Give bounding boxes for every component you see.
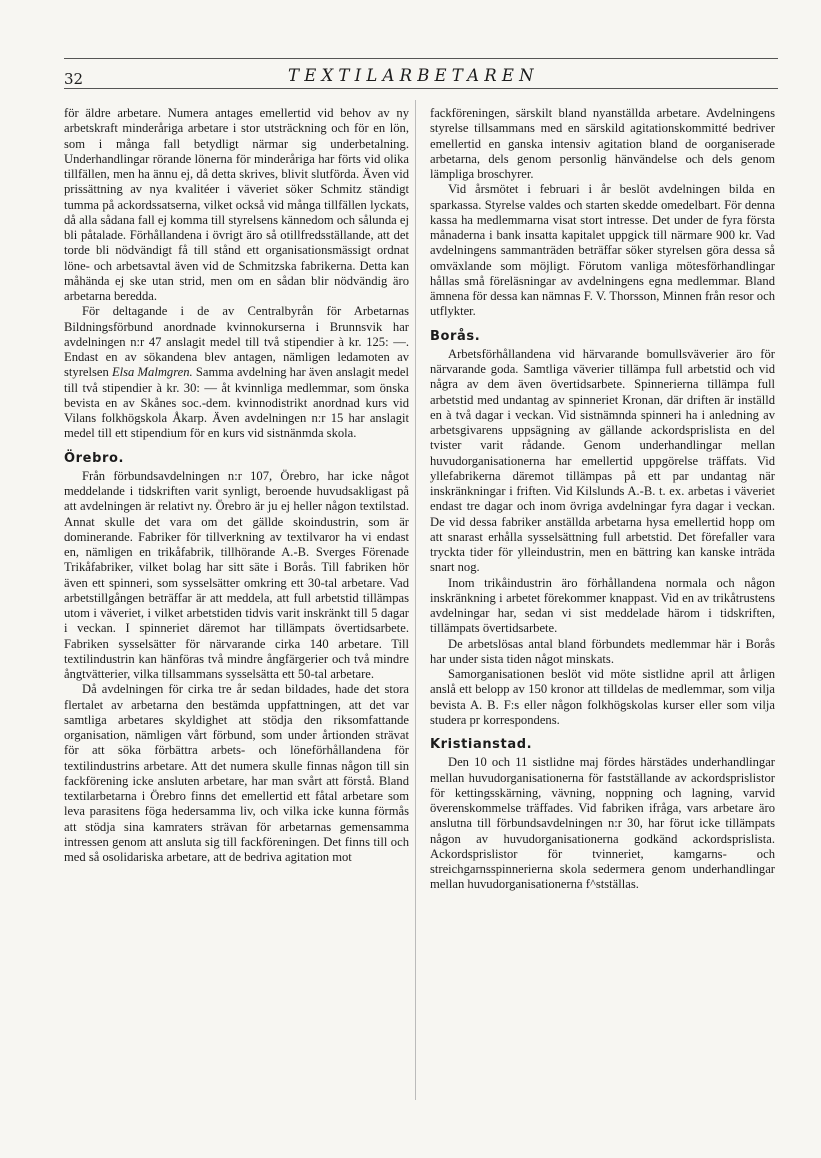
- header-bottom-rule: [64, 88, 778, 89]
- right-column: [430, 106, 775, 893]
- boras-paragraph: Arbetsförhållandena vid härvarande bomullsväverier äro för närvarande goda. Samtliga väverier tillämpa full arbetstid och vid några av dem även övertidsarbete. Spinnerierna tillämpa full arbetstid med undantag av spinneriet Kronan, där driften är inställd en à två dagar i veckan. Vid sistnämnda spinneri ha i anledning av arbetsgivarens uppsägning av gällande ackordsprislista en del tvister varit rådande. Genom underhandlingar mellan huvudorganisationerna har emellertid uppgörelse träffats. Vid yllefabrikerna däremot tillämpas på ett par undantag när inskränkningar i friften. Vid Kilslunds A.-B. t. ex. arbetas i väveriet endast tre dagar och inom övriga avdelningar fyra dagar i veckan. De vid dessa fabriker anställda arbetarna hysa emellertid hopp om att snarast erhålla sysselsättning full arbetstid. Det förefaller vara tryckta tider för ylleindustrin, men en bättring kan kanske inträda snart nog.: [430, 346, 775, 575]
- section-heading-orebro: Örebro.: [64, 450, 125, 466]
- boras-paragraph: Inom trikåindustrin äro förhållandena normala och någon inskränkning i arbetet förekommer knappast. Vid en av trikåtrustens avdelningar har, sedan vi sist meddelade härom i tidskriften, tillämpats övertidsarbete.: [430, 575, 775, 636]
- section-heading-kristianstad: Kristianstad.: [430, 737, 533, 752]
- person-name: Elsa Malmgren.: [111, 365, 193, 380]
- intro-paragraph: för äldre arbetare. Numera antages emellertid vid behov av ny arbetskraft minderåriga arbetare i stor utsträckning och för en lön, som i många fall betydligt närmar sig underbetalning. Underhandlingar rörande lönerna för minderåriga har förts vid olika tillfällen, men ha ännu ej, då detta skrives, blivit slutförda. Även vid prissättning av nya kvalitéer i väveriet söker Schmitz ständigt tumma på ackordssatserna, vilket också vid många tillfällen lyckats, då alla sådana fall ej komma till styrelsens kännedom och sålunda ej bli påtalade. Förhållandena i övrigt äro så otillfredsställande, att det torde bli nödvändigt få till stånd ett organisationsmässigt ordnat löne- och arbetsavtal även vid de Schmitzska fabrikerna. Detta kan måhända ej ske utan strid, men om en sådan blir nödvändig äro arbetarna beredda.: [64, 106, 409, 303]
- continuation-paragraph: fackföreningen, särskilt bland nyanställda arbetare. Avdelningens styrelse tillsammans med en särskild agitationskommitté bedriver emellertid en ganska intensiv agitation bland de oorganiserade arbetarna, dels genom personlig hänvändelse och dels genom lämpliga broschyrer.: [430, 106, 775, 181]
- header-top-rule: [64, 58, 778, 59]
- page-header: [64, 58, 778, 92]
- kristianstad-paragraph: Den 10 och 11 sistlidne maj fördes härstädes underhandlingar mellan huvudorganisationerna för fastställande av ackordsprislistor för kettingsskärning, vävning, noppning och lagning, varvid överenskommelse träffades. Vid fabriken ifråga, vars arbetare äro anslutna till förbundsavdelningen n:r 30, har förut icke tillämpats någon av huvudorganisationerna godkänd ackordsprislista. Ackordsprislistor för tvinneriet, kamgarns- och streichgarnsspinnerierna skola sedermera genom underhandlingar mellan huvudorganisationerna f^stställas.: [430, 755, 775, 892]
- column-divider: [415, 100, 416, 1100]
- journal-title: TEXTILARBETAREN: [288, 66, 539, 85]
- courses-text-part2: Samma avdelning har även anslagit medel till två stipendier à kr. 30: — åt kvinnliga medlemmar, som önska bevista en av Skånes soc.-dem. kvinnodistrikt anordnad kurs vid Vilans folkhögskola Åkarp. Även avdelningen n:r 15 har anslagit medel till ett stipendium för en kurs vid sistnänmda skola.: [64, 365, 409, 441]
- section-heading-boras: Borås.: [430, 328, 481, 344]
- left-column: [64, 106, 409, 865]
- page-number: 32: [64, 70, 84, 88]
- courses-text-part1: För deltagande i de av Centralbyrån för Arbetarnas Bildningsförbund anordnade kvinnokurserna i Brunnsvik har avdelningen n:r 47 anslagit medel till två stipendier à kr. 125: —. Endast en av sökandena blev antagen, nämligen ledamoten av styrelsen: [64, 304, 409, 380]
- boras-paragraph: Samorganisationen beslöt vid möte sistlidne april att årligen anslå ett belopp av 150 kronor att tilldelas de medlemmar, som vilja bevista A. B. F:s eller någon folkhögskolas kurser eller som vilja studera pr korrespondens.: [430, 667, 775, 727]
- boras-paragraph: De arbetslösas antal bland förbundets medlemmar här i Borås har under sista tiden något minskats.: [430, 636, 775, 666]
- courses-paragraph: [64, 304, 409, 441]
- annual-meeting-paragraph: Vid årsmötet i februari i år beslöt avdelningen bilda en sparkassa. Styrelse valdes och starten skedde omedelbart. För denna kassa ha medlemmarna visat stort intresse. Det under de fyra första månaderna i bank insatta kapitalet uppgick till närmare 900 kr. Vad avdelningens sammanträden beträffar söker styrelsen göra dessa så omväxlande som möjligt. Förutom vanliga mötesförhandlingar hållas små föreläsningar av avdelningens egna medlemmar. Bland ämnena för dessa kan nämnas F. V. Thorsson, Minnen från resor och utflykter.: [430, 182, 775, 319]
- orebro-paragraph: Då avdelningen för cirka tre år sedan bildades, hade det stora flertalet av arbetarna den bestämda uppfattningen, att det var samtliga arbetares skyldighet att stödja den riksomfattande organisation, nämligen vårt förbund, som under årtionden strävat för att söka förbättra arbets- och löneförhållandena för textilindustrins arbetare. Att det numera skulle finnas någon till sin fackförening icke ansluten arbetare, har man svårt att förstå. Bland textilarbetarna i Örebro finns det emellertid ett fåtal arbetare som leva parasitens föga hedersamma liv, och vilka icke kunna förmås att stödja sina kamraters strävan för arbetarnas gemensamma intressen genom att ansluta sig till fackföreningen. Det finns till och med så osolidariska arbetare, att de bedriva agitation mot: [64, 682, 409, 864]
- orebro-paragraph: Från förbundsavdelningen n:r 107, Örebro, har icke något meddelande i tidskriften varit synligt, beroende huvudsakligast på att avdelningen är relativt ny. Örebro är ju ej heller någon textilstad. Annat skulle det vara om det gällde skoindustrin, som är dominerande. Fabriker för tillverkning av textilvaror ha vi endast en, nämligen en trikåfabrik, tillhörande A.-B. Sverges Förenade Trikåfabriker, vilket bolag har sitt säte i Borås. Till fabriken hör även ett spinneri, som sysselsätter omkring ett 30-tal arbetare. Vad arbetstillgången beträffar är att meddela, att full arbetstid tillämpas utom i väveriet, i vilket arbetstiden tidvis varit inskränkt till 5 dagar i veckan. I spinneriet däremot har tillämpats övertidsarbete. Fabriken sysselsätter för närvarande cirka 140 arbetare. Till textilindustrin kan hänföras två mindre ångfärgerier och två mindre ångtvätterier, vilka tillsammans sysselsätta ett 50-tal arbetare.: [64, 468, 409, 681]
